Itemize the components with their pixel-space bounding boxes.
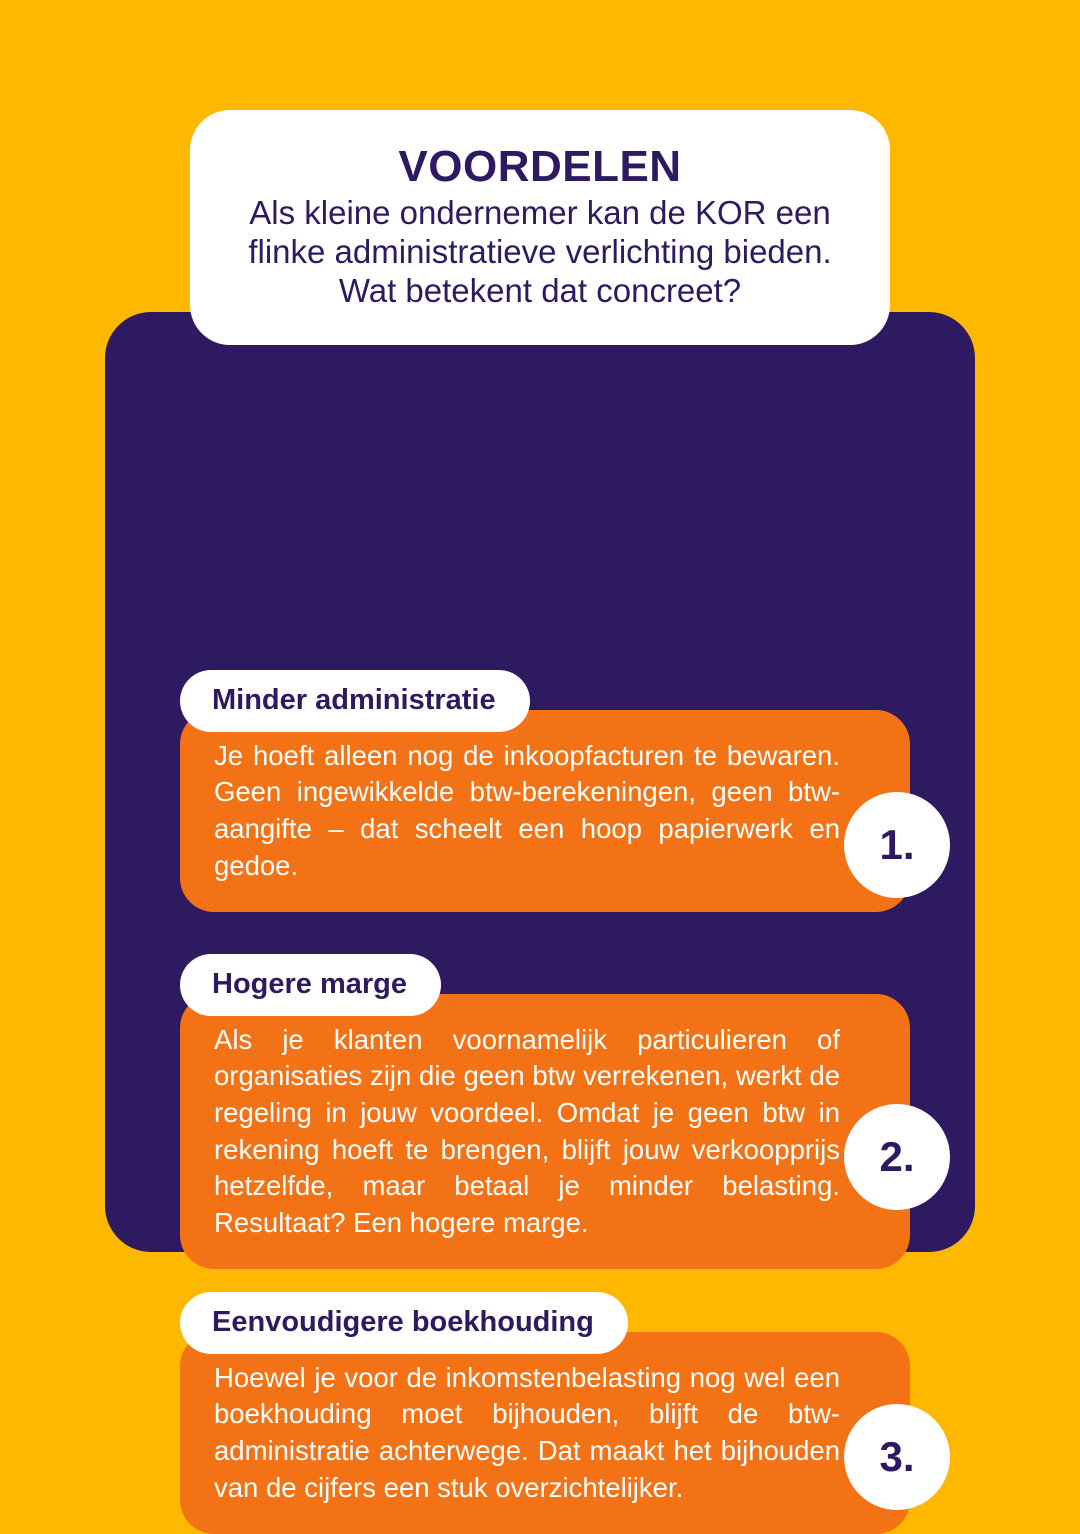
page-title: VOORDELEN [398,142,682,191]
list-item [105,1292,975,1534]
page-subtitle: Als kleine ondernemer kan de KOR een flinke administratieve verlichting bieden. Wat betekent dat concreet? [248,194,832,310]
item-title-1: Minder administratie [180,670,530,732]
item-body-2 [180,994,915,1269]
list-item [105,670,975,912]
item-title-2: Hogere marge [180,954,441,1016]
header-card [190,110,890,345]
item-number-badge-2: 2. [844,1104,950,1210]
item-text-3: Hoewel je voor de inkomstenbelasting nog wel een boekhouding moet bijhouden, blijft de btw-administratie achterwege. Dat maakt het bijhouden van de cijfers een stuk overzichtelijker. [214,1361,840,1503]
content-panel [105,312,975,1503]
item-title-3: Eenvoudigere boekhouding [180,1292,628,1354]
item-text-1: Je hoeft alleen nog de inkoopfacturen te bewaren. Geen ingewikkelde btw-berekeningen, geen btw-aangifte – dat scheelt een hoop papierwerk en gedoe. [214,739,840,881]
item-number-badge-1: 1. [844,792,950,898]
item-body-1 [180,710,915,912]
list-item [105,954,975,1269]
item-number-badge-3: 3. [844,1404,950,1510]
item-text-2: Als je klanten voornamelijk particulieren of organisaties zijn die geen btw verrekenen, werkt de regeling in jouw voordeel. Omdat je geen btw in rekening hoeft te brengen, blijft jouw verkoopprijs hetzelfde, maar betaal je minder belasting. Resultaat? Een hogere marge. [214,1023,840,1238]
item-body-3 [180,1332,915,1534]
